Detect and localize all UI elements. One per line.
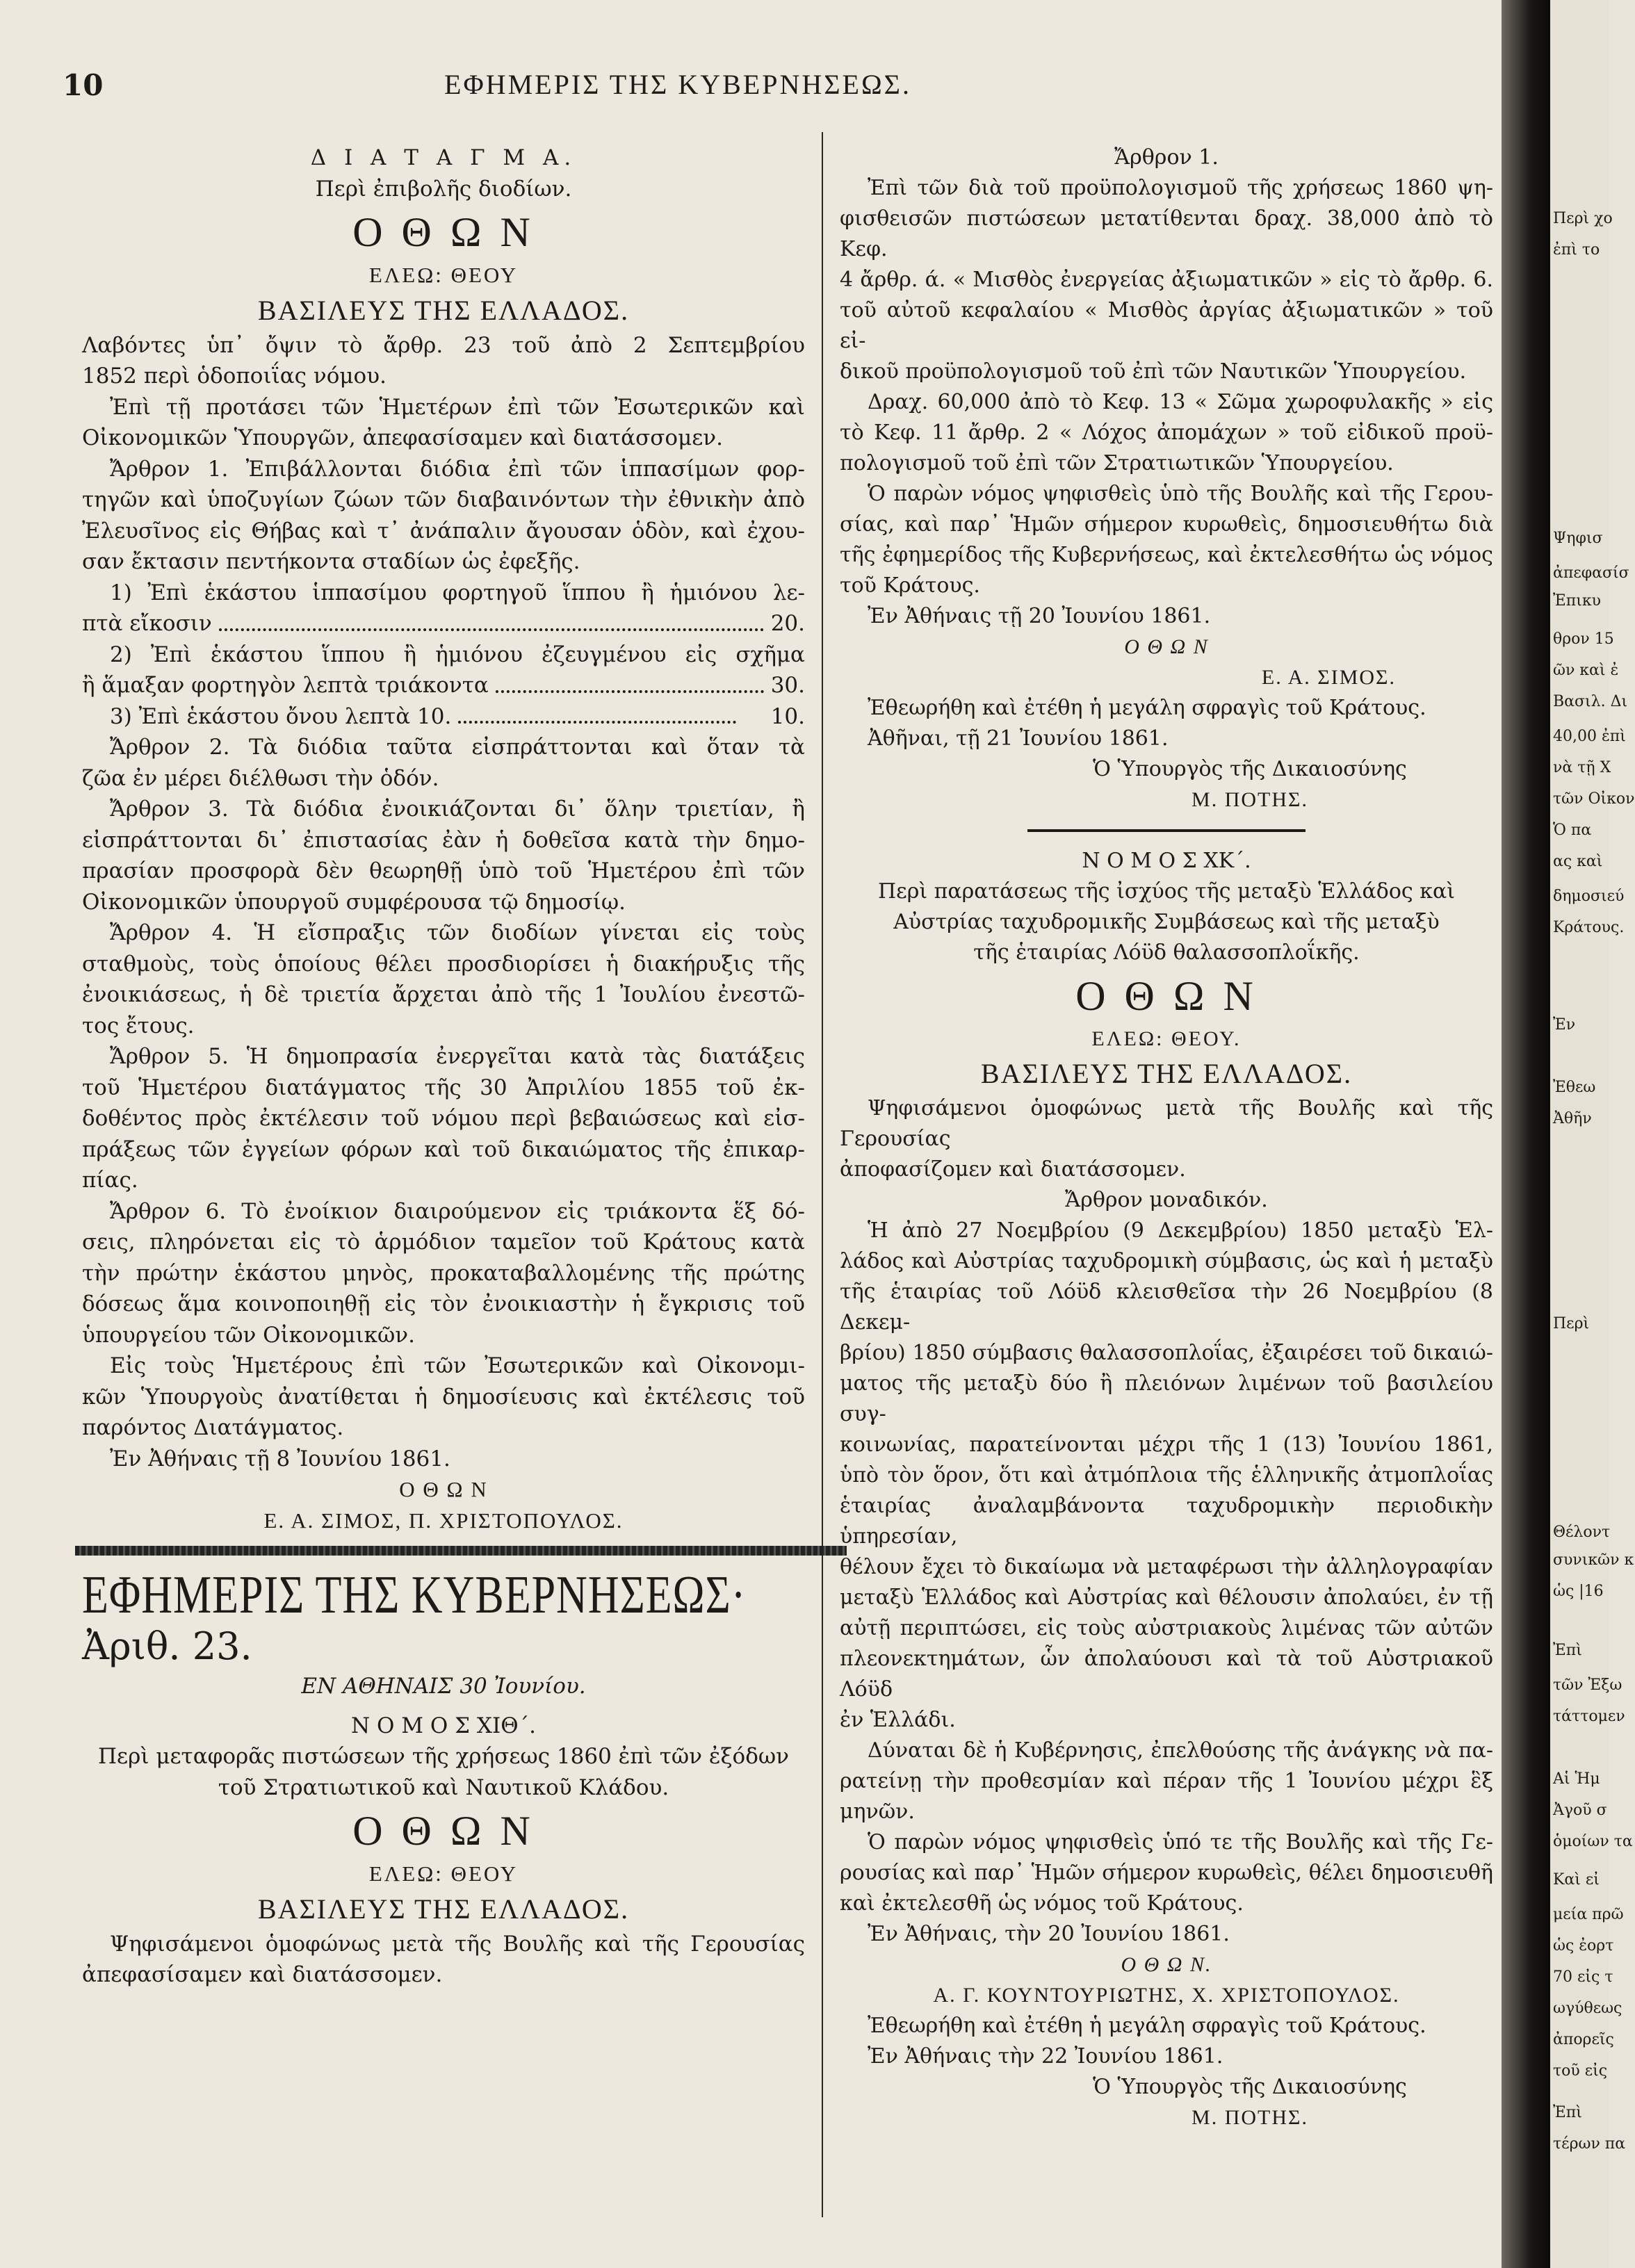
law-subject: Περὶ μεταφορᾶς πιστώσεων τῆς χρήσεως 1860 ἐπὶ τῶν ἐξόδων	[98, 1744, 789, 1769]
text-line: 1) Ἐπὶ ἑκάστου ἱππασίμου φορτηγοῦ ἵππου ἢ ἡμιόνου λε-	[110, 580, 805, 605]
page-header	[0, 63, 1502, 111]
decree-articles	[82, 732, 805, 1444]
justice-minister-name: Μ. ΠΟΤΗΣ.	[1191, 2106, 1308, 2129]
justice-minister-title: Ὁ Ὑπουργὸς τῆς Δικαιοσύνης	[1093, 757, 1407, 781]
dot-leader	[496, 670, 764, 693]
text-line: ὑπὸ τὸν ὅρον, ὅτι καὶ ἀτμόπλοια τῆς ἑλληνικῆς ἀτμοπλοΐας	[840, 1463, 1493, 1487]
section-rule	[75, 1546, 847, 1556]
dot-leader	[458, 701, 735, 724]
law-minister: Ε. Α. ΣΙΜΟΣ.	[1261, 666, 1396, 689]
fragment-text: τέρων πα	[1553, 2135, 1626, 2153]
toll-item-value: 30.	[770, 673, 805, 698]
toll-item-1	[82, 608, 805, 639]
seal-note: Ἐθεωρήθη καὶ ἐτέθη ἡ μεγάλη σφραγὶς τοῦ Κράτους.	[868, 2014, 1426, 2038]
text-line: πλεονεκτημάτων, ὧν ἀπολαύουσι καὶ τὰ τοῦ Αὐστριακοῦ Λόϋδ	[840, 1647, 1493, 1702]
law-date: Ἐν Ἀθήναις, τὴν 20 Ἰουνίου 1861.	[868, 1922, 1230, 1946]
text-line: Λαβόντες ὑπ᾽ ὄψιν τὸ ἄρθρ. 23 τοῦ ἀπὸ 2 Σεπτεμβρίου	[82, 332, 805, 358]
fragment-text: Αἱ Ἡμ	[1553, 1770, 1600, 1788]
text-line: βρίου) 1850 σύμβασις θαλασσοπλοΐας, ἐξαιρέσει τοῦ δικαιώ-	[840, 1341, 1493, 1365]
text-line: Οἰκονομικῶν Ὑπουργῶν, ἀπεφασίσαμεν καὶ διατάσσομεν.	[82, 425, 723, 450]
adjacent-page-fragment	[1550, 0, 1635, 2268]
text-line: τῆς ἑταιρίας τοῦ Λόϋδ κλεισθεῖσα τὴν 26 Νοεμβρίου (8 Δεκεμ-	[840, 1280, 1493, 1335]
decree-date: Ἐν Ἀθήναις τῇ 8 Ἰουνίου 1861.	[110, 1446, 450, 1471]
text-line: πράξεως τῶν ἐγγείων φόρων καὶ τοῦ δικαιώματος τῆς ἐπικαρ-	[82, 1136, 805, 1162]
text-line: λάδος καὶ Αὐστρίας ταχυδρομικὴ σύμβασις, ὡς καὶ ἡ μεταξὺ	[840, 1249, 1493, 1273]
text-line: τῆς ἐφημερίδος τῆς Κυβερνήσεως, καὶ ἐκτελεσθήτω ὡς νόμος	[840, 543, 1493, 567]
law-signature: Ο Θ Ω Ν.	[1121, 1953, 1212, 1976]
law-signature: Ο Θ Ω Ν	[1124, 635, 1209, 658]
gazette-title: ΕΦΗΜΕΡΙΣ ΤΗΣ ΚΥΒΕΡΝΗΣΕΩΣ·	[82, 1565, 747, 1625]
fragment-text: θρον 15	[1553, 630, 1614, 648]
decree-subject: Περὶ ἐπιβολῆς διοδίων.	[315, 176, 572, 202]
fragment-text: Ἐπὶ	[1553, 1642, 1582, 1659]
toll-item-3	[82, 701, 805, 733]
text-line: Ἐπὶ τῶν διὰ τοῦ προϋπολογισμοῦ τῆς χρήσεως 1860 ψη-	[868, 176, 1493, 200]
text-line: δικοῦ προϋπολογισμοῦ τοῦ ἐπὶ τῶν Ναυτικῶν Ὑπουργείου.	[840, 359, 1467, 384]
fragment-text: τῶν Ἐξω	[1553, 1676, 1622, 1694]
law-subject: τοῦ Στρατιωτικοῦ καὶ Ναυτικοῦ Κλάδου.	[218, 1775, 669, 1800]
text-line: δόσεως ἅμα κοινοποιηθῇ εἰς τὸν ἐνοικιαστὴν ἡ ἔγκρισις τοῦ	[82, 1291, 805, 1316]
column-divider	[822, 132, 823, 2217]
text-line: 2) Ἐπὶ ἑκάστου ἵππου ἢ ἡμιόνου ἐζευγμένου εἰς σχῆμα	[110, 642, 805, 667]
law-date: Ἐν Ἀθήναις τῇ 20 Ἰουνίου 1861.	[868, 604, 1211, 628]
text-line: Δύναται δὲ ἡ Κυβέρνησις, ἐπελθούσης τῆς ἀνάγκης νὰ πα-	[868, 1738, 1493, 1763]
text-line: φισθεισῶν πιστώσεων μετατίθενται δραχ. 38,000 ἀπὸ τὸ Κεφ.	[840, 206, 1493, 261]
running-masthead: ΕΦΗΜΕΡΙΣ ΤΗΣ ΚΥΒΕΡΝΗΣΕΩΣ.	[444, 69, 911, 100]
text-line: Ἄρθρον 2. Τὰ διόδια ταῦτα εἰσπράττονται καὶ ὅταν τὰ	[110, 735, 805, 760]
fragment-text: Ἐπικυ	[1553, 592, 1601, 610]
text-line: τηγῶν καὶ ὑποζυγίων ζώων τῶν διαβαινόντων τὴν ἐθνικὴν ἀπὸ	[82, 487, 805, 512]
toll-item-text: ἢ ἅμαξαν φορτηγὸν λεπτὰ τριάκοντα	[82, 673, 489, 698]
fragment-text: τοῦ εἰς	[1553, 2062, 1608, 2080]
book-spine-shadow	[1502, 0, 1550, 2268]
text-line: ματος τῆς μεταξὺ δύο ἢ πλειόνων λιμένων τοῦ βασιλείου συγ-	[840, 1371, 1493, 1426]
article-heading: Ἄρθρον μοναδικόν.	[1065, 1188, 1268, 1212]
toll-item-text: πτὰ εἴκοσιν	[82, 611, 212, 636]
text-line: Δραχ. 60,000 ἀπὸ τὸ Κεφ. 13 « Σῶμα χωροφυλακῆς » εἰς	[868, 390, 1493, 414]
decree-signature: Ο Θ Ω Ν	[399, 1477, 488, 1501]
text-line: ρατείνῃ τὴν προθεσμίαν καὶ πέραν τῆς 1 Ἰουνίου μέχρι ἓξ	[840, 1769, 1493, 1793]
gazette-number: Ἀριθ. 23.	[82, 1624, 252, 1668]
text-line: τοῦ αὐτοῦ κεφαλαίου « Μισθὸς ἀργίας ἀξιωματικῶν » τοῦ εἰ-	[840, 298, 1493, 353]
text-line: Ὁ παρὼν νόμος ψηφισθεὶς ὑπό τε τῆς Βουλῆς καὶ τῆς Γε-	[868, 1830, 1493, 1854]
text-line: ἐν Ἑλλάδι.	[840, 1708, 956, 1732]
text-line: Ψηφισάμενοι ὁμοφώνως μετὰ τῆς Βουλῆς καὶ τῆς Γερουσίας	[840, 1096, 1493, 1151]
fragment-text: μεία πρῶ	[1553, 1906, 1624, 1923]
gazette-place-date: ΕΝ ΑΘΗΝΑΙΣ 30 Ἰουνίου.	[301, 1674, 586, 1699]
section-rule	[1027, 829, 1305, 832]
text-line: Ἄρθρον 4. Ἡ εἴσπραξις τῶν διοδίων γίνεται εἰς τοὺς	[110, 920, 805, 945]
fragment-text: Ἀγοῦ σ	[1553, 1802, 1607, 1819]
text-line: δοθέντος πρὸς ἐκτέλεσιν τοῦ νόμου περὶ βεβαιώσεως καὶ εἰσ-	[82, 1106, 805, 1131]
text-line: πρασίαν προσφορὰ δὲν θεωρηθῇ ὑπὸ τοῦ Ἡμετέρου ἐπὶ τῶν	[82, 858, 805, 883]
text-line: ζῶα ἐν μέρει διέλθωσι τὴν ὁδόν.	[82, 765, 439, 791]
king-title: ΒΑΣΙΛΕΥΣ ΤΗΣ ΕΛΛΑΔΟΣ.	[980, 1058, 1353, 1089]
fragment-text: Ἐθεω	[1553, 1079, 1596, 1096]
fragment-text: ας καὶ	[1553, 853, 1603, 870]
text-line: Ἄρθρον 5. Ἡ δημοπρασία ἐνεργεῖται κατὰ τὰς διατάξεις	[110, 1044, 805, 1069]
article-heading: Ἄρθρον 1.	[1114, 145, 1219, 170]
dot-leader	[219, 608, 764, 631]
fragment-text: ῶν καὶ ἐ	[1553, 662, 1619, 679]
text-line: Ἐπὶ τῇ προτάσει τῶν Ἡμετέρων ἐπὶ τῶν Ἐσωτερικῶν καὶ	[110, 394, 805, 420]
grace-line: ΕΛΕΩ: ΘΕΟΥ	[368, 263, 519, 287]
text-line: Ἄρθρον 6. Τὸ ἐνοίκιον διαιρούμενον εἰς τριάκοντα ἕξ δό-	[110, 1198, 805, 1224]
fragment-text: Καὶ εἰ	[1553, 1871, 1600, 1888]
decree-preamble	[82, 330, 805, 609]
fragment-text: ἐπὶ το	[1553, 241, 1600, 259]
text-line: σταθμοὺς, τοὺς ὁποίους θέλει προσδιορίσει ἡ διακήρυξις τῆς	[82, 951, 805, 977]
text-line: Οἰκονομικῶν ὑπουργοῦ συμφέρουσα τῷ δημοσίῳ.	[82, 889, 626, 915]
text-line: ἀποφασίζομεν καὶ διατάσσομεν.	[840, 1157, 1186, 1182]
right-column	[840, 142, 1493, 2133]
fragment-text: Θέλοντ	[1553, 1524, 1611, 1541]
fragment-text: δημοσιεύ	[1553, 888, 1625, 905]
fragment-text: ὡς |16	[1553, 1583, 1604, 1600]
fragment-text: ὡς ἐορτ	[1553, 1937, 1614, 1955]
text-line: Ἐλευσῖνος εἰς Θήβας καὶ τ᾽ ἀνάπαλιν ἄγουσαν ὁδὸν, καὶ ἐχου-	[82, 518, 805, 544]
law-ministers: Α. Γ. ΚΟΥΝΤΟΥΡΙΩΤΗΣ, Χ. ΧΡΙΣΤΟΠΟΥΛΟΣ.	[933, 1984, 1400, 2007]
toll-item-2	[82, 670, 805, 701]
law-body	[840, 173, 1493, 601]
king-name: Ο Θ Ω Ν	[1075, 973, 1258, 1019]
text-line: κῶν Ὑπουργοὺς ἀνατίθεται ἡ δημοσίευσις καὶ ἐκτέλεσις τοῦ	[82, 1384, 805, 1410]
text-line: Ἄρθρον 1. Ἐπιβάλλονται διόδια ἐπὶ τῶν ἱππασίμων φορ-	[110, 456, 805, 482]
king-name: Ο Θ Ω Ν	[352, 209, 535, 255]
text-line: Ψηφισάμενοι ὁμοφώνως μετὰ τῆς Βουλῆς καὶ τῆς Γερουσίας	[110, 1931, 805, 1957]
text-line: καὶ ἐκτελεσθῆ ὡς νόμος τοῦ Κράτους.	[840, 1891, 1244, 1916]
text-line: τὴν πρώτην ἑκάστου μηνὸς, προκαταβαλλομένης τῆς πρώτης	[82, 1260, 805, 1286]
fragment-text: Περὶ χο	[1553, 210, 1613, 227]
text-line: 1852 περὶ ὁδοποιΐας νόμου.	[82, 364, 387, 389]
law-subject: Περὶ παρατάσεως τῆς ἰσχύος τῆς μεταξὺ Ἑλλάδος καὶ	[877, 879, 1455, 904]
toll-item-text: 3) Ἐπὶ ἑκάστου ὄνου λεπτὰ 10.	[110, 703, 452, 729]
fragment-text: Ἀθῆν	[1553, 1110, 1592, 1127]
fragment-text: ωγύθεως	[1553, 2000, 1622, 2017]
law-title: Ν Ο Μ Ο Σ ΧΙΘ΄.	[351, 1713, 536, 1738]
fragment-text: Περὶ	[1553, 1315, 1590, 1332]
text-line: τὸ Κεφ. 11 ἄρθρ. 2 « Λόχος ἀπομάχων » τοῦ εἰδικοῦ προϋ-	[840, 421, 1493, 445]
king-title: ΒΑΣΙΛΕΥΣ ΤΗΣ ΕΛΛΑΔΟΣ.	[257, 1893, 630, 1925]
fragment-text: ἀπορεῖς	[1553, 2031, 1614, 2048]
fragment-text: Ψηφισ	[1553, 530, 1603, 547]
fragment-text: Ἐπὶ	[1553, 2104, 1582, 2121]
fragment-text: νὰ τῇ Χ	[1553, 759, 1611, 776]
left-column	[82, 142, 805, 1991]
text-line: εἰσπράττονται δι᾽ ἐπιστασίας ἐὰν ἡ δοθεῖσα κατὰ τὴν δημο-	[82, 827, 805, 853]
text-line: μηνῶν.	[840, 1800, 915, 1824]
fragment-text: τάττομεν	[1553, 1708, 1625, 1725]
law-body	[840, 1216, 1493, 1919]
fragment-text: Ὁ πα	[1553, 822, 1592, 839]
fragment-text: 40,00 ἐπὶ	[1553, 728, 1626, 745]
fragment-text: 70 εἰς τ	[1553, 1968, 1613, 1986]
text-line: 4 ἄρθρ. ά. « Μισθὸς ἐνεργείας ἀξιωματικῶν » εἰς τὸ ἄρθρ. 6.	[840, 268, 1493, 292]
text-line: ἀπεφασίσαμεν καὶ διατάσσομεν.	[82, 1962, 443, 1987]
text-line: Εἰς τοὺς Ἡμετέρους ἐπὶ τῶν Ἐσωτερικῶν καὶ Οἰκονομι-	[110, 1353, 805, 1378]
seal-note: Ἐθεωρήθη καὶ ἐτέθη ἡ μεγάλη σφραγὶς τοῦ Κράτους.	[868, 696, 1426, 720]
decree-ministers: Ε. Α. ΣΙΜΟΣ, Π. ΧΡΙΣΤΟΠΟΥΛΟΣ.	[263, 1508, 624, 1533]
text-line: ὑπουργείου τῶν Οἰκονομικῶν.	[82, 1322, 415, 1348]
justice-minister-title: Ὁ Ὑπουργὸς τῆς Δικαιοσύνης	[1093, 2075, 1407, 2099]
text-line: θέλουν ἔχει τὸ δικαίωμα νὰ μεταφέρωσι τὴν ἀλληλογραφίαν	[840, 1555, 1493, 1579]
grace-line: ΕΛΕΩ: ΘΕΟΥ	[368, 1861, 519, 1886]
toll-item-value: 20.	[770, 611, 805, 636]
text-line: Ἄρθρον 3. Τὰ διόδια ἐνοικιάζονται δι᾽ ὅλην τριετίαν, ἢ	[110, 797, 805, 822]
decree-title: Δ Ι Α Τ Α Γ Μ Α.	[310, 145, 577, 170]
justice-minister-name: Μ. ΠΟΤΗΣ.	[1191, 788, 1308, 811]
text-line: αὐτῇ περιπτώσει, εἰς τοὺς αὐστριακοὺς λιμένας τῶν αὐτῶν	[840, 1616, 1493, 1640]
page-number: 10	[63, 68, 104, 102]
text-line: ρουσίας καὶ παρ᾽ Ἡμῶν σήμερον κυρωθεὶς, θέλει δημοσιευθῆ	[840, 1861, 1493, 1885]
law-title: Ν Ο Μ Ο Σ ΧΚ΄.	[1082, 849, 1251, 873]
grace-line: ΕΛΕΩ: ΘΕΟΥ.	[1091, 1027, 1242, 1050]
fragment-text: Βασιλ. Δι	[1553, 693, 1628, 710]
toll-item-value: 10.	[770, 703, 805, 729]
fragment-text: Κράτους.	[1553, 919, 1625, 936]
text-line: σεις, πληρόνεται εἰς τὸ ἁρμόδιον ταμεῖον τοῦ Κράτους κατὰ	[82, 1230, 805, 1255]
text-line: σαν ἔκτασιν πεντήκοντα σταδίων ὡς ἐφεξῆς.	[82, 549, 580, 574]
text-line: τοῦ Ἡμετέρου διατάγματος τῆς 30 Ἀπριλίου 1855 τοῦ ἐκ-	[82, 1075, 805, 1100]
seal-date: Ἀθῆναι, τῇ 21 Ἰουνίου 1861.	[868, 726, 1169, 751]
text-line: ἑταιρίας ἀναλαμβάνοντα ταχυδρομικὴν περιοδικὴν ὑπηρεσίαν,	[840, 1494, 1493, 1549]
text-line: τοῦ Κράτους.	[840, 573, 980, 598]
text-line: μεταξὺ Ἑλλάδος καὶ Αὐστρίας καὶ θέλουσιν ἀπολαύει, ἐν τῇ	[840, 1585, 1493, 1610]
text-line: κοινωνίας, παρατείνονται μέχρι τῆς 1 (13) Ἰουνίου 1861,	[840, 1433, 1493, 1457]
fragment-text: ὁμοίων τα	[1553, 1833, 1633, 1850]
fragment-text: τῶν Οἰκον	[1553, 790, 1635, 808]
text-line: τος ἔτους.	[82, 1013, 195, 1038]
text-line: Ἡ ἀπὸ 27 Νοεμβρίου (9 Δεκεμβρίου) 1850 μεταξὺ Ἑλ-	[868, 1218, 1493, 1243]
spacer	[82, 1702, 805, 1711]
text-line: σίας, καὶ παρ᾽ Ἡμῶν σήμερον κυρωθεὶς, δημοσιευθήτω διὰ	[840, 512, 1493, 537]
fragment-text: συνικῶν κ	[1553, 1551, 1634, 1569]
text-line: παρόντος Διατάγματος.	[82, 1415, 344, 1440]
fragment-text: ἀπεφασίσ	[1553, 564, 1629, 582]
text-line: πίας.	[82, 1168, 138, 1193]
law-subject: Αὐστρίας ταχυδρομικῆς Συμβάσεως καὶ τῆς μεταξὺ	[893, 910, 1440, 934]
seal-date: Ἐν Ἀθήναις τὴν 22 Ἰουνίου 1861.	[868, 2044, 1223, 2069]
fragment-text: Ἐν	[1553, 1016, 1576, 1034]
text-line: ἐνοικιάσεως, ἡ δὲ τριετία ἄρχεται ἀπὸ τῆς 1 Ἰουλίου ἐνεστῶ-	[82, 982, 805, 1007]
text-line: Ὁ παρὼν νόμος ψηφισθεὶς ὑπὸ τῆς Βουλῆς καὶ τῆς Γερου-	[868, 482, 1493, 506]
law-subject: τῆς ἑταιρίας Λόϋδ θαλασσοπλοΐκῆς.	[973, 940, 1360, 965]
king-title: ΒΑΣΙΛΕΥΣ ΤΗΣ ΕΛΛΑΔΟΣ.	[257, 294, 630, 326]
king-name: Ο Θ Ω Ν	[352, 1808, 535, 1854]
text-line: πολογισμοῦ τοῦ ἐπὶ τῶν Στρατιωτικῶν Ὑπουργείου.	[840, 451, 1394, 475]
